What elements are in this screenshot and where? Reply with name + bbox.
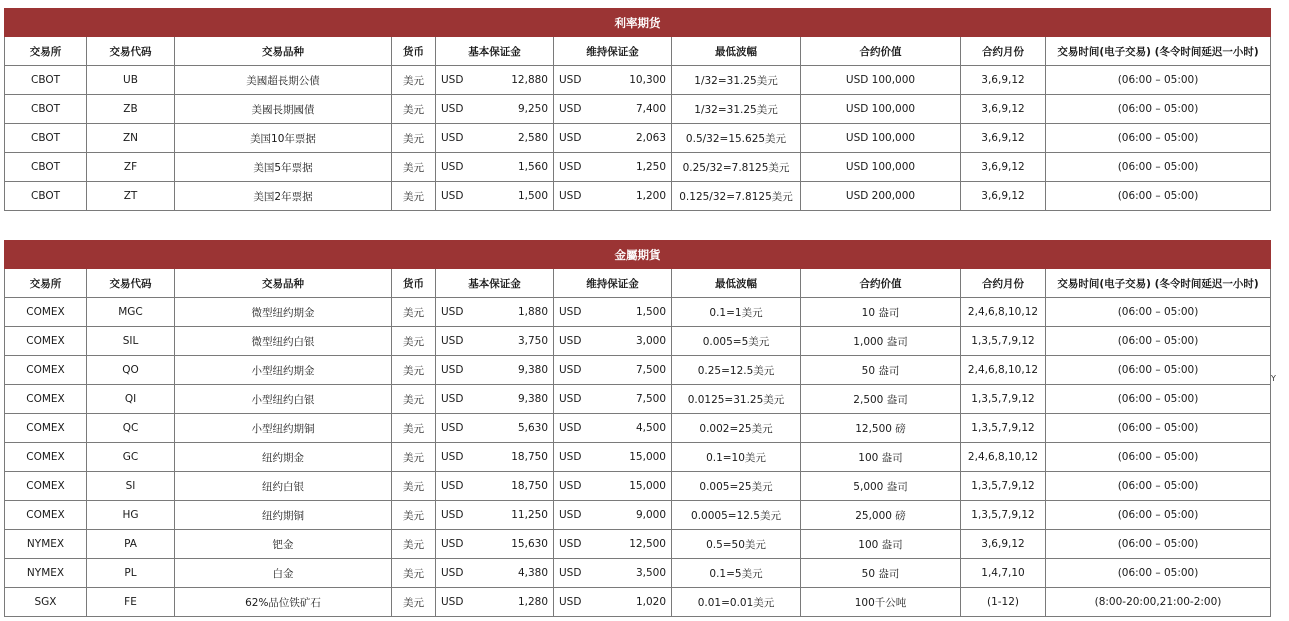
cell-tick: 0.1=5美元 xyxy=(672,559,801,588)
table-row xyxy=(5,124,1271,153)
cell-product: 美國超長期公債 xyxy=(175,66,392,95)
cell-maint-margin-currency: USD xyxy=(559,509,582,521)
cell-months: 2,4,6,8,10,12 xyxy=(961,443,1046,472)
header-code: 交易代码 xyxy=(87,37,175,66)
cell-maint-margin-currency: USD xyxy=(559,161,582,173)
cell-base-margin-currency: USD xyxy=(441,132,464,144)
cell-product: 小型纽约白银 xyxy=(175,385,392,414)
cell-base-margin xyxy=(436,414,554,443)
cell-months: 3,6,9,12 xyxy=(961,124,1046,153)
cell-tick: 1/32=31.25美元 xyxy=(672,66,801,95)
cell-hours: (06:00 – 05:00) xyxy=(1046,443,1271,472)
cell-base-margin xyxy=(436,66,554,95)
cell-months: 2,4,6,8,10,12 xyxy=(961,298,1046,327)
cell-hours: (06:00 – 05:00) xyxy=(1046,182,1271,211)
cell-code: GC xyxy=(87,443,175,472)
cell-exchange: COMEX xyxy=(5,501,87,530)
cell-tick: 0.0125=31.25美元 xyxy=(672,385,801,414)
cell-maint-margin-amount: 7,500 xyxy=(635,364,666,376)
header-hours: 交易时间(电子交易) (冬令时间延迟一小时) xyxy=(1046,37,1271,66)
cell-code: QO xyxy=(87,356,175,385)
header-tick: 最低波幅 xyxy=(672,37,801,66)
cell-base-margin-amount: 11,250 xyxy=(511,509,548,521)
cell-maint-margin-amount: 12,500 xyxy=(629,538,666,550)
header-product: 交易品种 xyxy=(175,269,392,298)
table-row xyxy=(5,66,1271,95)
cell-hours: (06:00 – 05:00) xyxy=(1046,559,1271,588)
cell-maint-margin xyxy=(554,414,672,443)
cell-base-margin xyxy=(436,298,554,327)
cell-maint-margin-amount: 1,250 xyxy=(635,161,666,173)
cell-maint-margin-currency: USD xyxy=(559,335,582,347)
cell-base-margin-amount: 15,630 xyxy=(511,538,548,550)
cell-months: 1,3,5,7,9,12 xyxy=(961,385,1046,414)
cell-tick: 0.002=25美元 xyxy=(672,414,801,443)
cell-maint-margin-currency: USD xyxy=(559,393,582,405)
cell-exchange: CBOT xyxy=(5,153,87,182)
cell-base-margin-amount: 3,750 xyxy=(517,335,548,347)
header-exchange: 交易所 xyxy=(5,37,87,66)
cell-hours: (06:00 – 05:00) xyxy=(1046,530,1271,559)
cell-base-margin-amount: 4,380 xyxy=(517,567,548,579)
cell-months: 1,3,5,7,9,12 xyxy=(961,472,1046,501)
header-tick: 最低波幅 xyxy=(672,269,801,298)
cell-hours: (06:00 – 05:00) xyxy=(1046,66,1271,95)
cell-code: MGC xyxy=(87,298,175,327)
cell-contract-value: 100 盎司 xyxy=(801,443,961,472)
cell-months: 1,3,5,7,9,12 xyxy=(961,414,1046,443)
cell-tick: 1/32=31.25美元 xyxy=(672,95,801,124)
cell-product: 小型纽约期铜 xyxy=(175,414,392,443)
header-maint-margin: 维持保证金 xyxy=(554,269,672,298)
cell-maint-margin xyxy=(554,385,672,414)
cell-currency: 美元 xyxy=(392,356,436,385)
cell-maint-margin xyxy=(554,530,672,559)
cell-currency: 美元 xyxy=(392,124,436,153)
cell-exchange: SGX xyxy=(5,588,87,617)
cell-base-margin-currency: USD xyxy=(441,538,464,550)
cell-base-margin-amount: 1,280 xyxy=(517,596,548,608)
cell-product: 微型纽约期金 xyxy=(175,298,392,327)
cell-base-margin-amount: 5,630 xyxy=(517,422,548,434)
cell-product: 微型纽约白银 xyxy=(175,327,392,356)
cell-tick: 0.125/32=7.8125美元 xyxy=(672,182,801,211)
cell-exchange: COMEX xyxy=(5,327,87,356)
cell-maint-margin-currency: USD xyxy=(559,306,582,318)
header-contract-value: 合约价值 xyxy=(801,269,961,298)
cell-maint-margin xyxy=(554,327,672,356)
table-row xyxy=(5,588,1271,617)
cell-contract-value: USD 100,000 xyxy=(801,95,961,124)
cell-contract-value: 50 盎司 xyxy=(801,559,961,588)
cell-currency: 美元 xyxy=(392,414,436,443)
cell-currency: 美元 xyxy=(392,298,436,327)
cell-exchange: CBOT xyxy=(5,124,87,153)
cell-contract-value: 100千公吨 xyxy=(801,588,961,617)
cell-base-margin xyxy=(436,327,554,356)
cell-product: 纽约期铜 xyxy=(175,501,392,530)
cell-hours: (06:00 – 05:00) xyxy=(1046,298,1271,327)
table-row xyxy=(5,472,1271,501)
cell-code: SIL xyxy=(87,327,175,356)
cell-product: 62%品位铁矿石 xyxy=(175,588,392,617)
cell-maint-margin xyxy=(554,124,672,153)
cell-base-margin-currency: USD xyxy=(441,74,464,86)
cell-maint-margin-currency: USD xyxy=(559,190,582,202)
cell-base-margin-currency: USD xyxy=(441,393,464,405)
cell-base-margin-amount: 9,380 xyxy=(517,364,548,376)
cell-maint-margin-currency: USD xyxy=(559,74,582,86)
cell-base-margin xyxy=(436,501,554,530)
cell-tick: 0.005=25美元 xyxy=(672,472,801,501)
table-row xyxy=(5,385,1271,414)
cell-product: 钯金 xyxy=(175,530,392,559)
cell-months: 3,6,9,12 xyxy=(961,95,1046,124)
cell-hours: (06:00 – 05:00) xyxy=(1046,356,1271,385)
cell-contract-value: 1,000 盎司 xyxy=(801,327,961,356)
cell-currency: 美元 xyxy=(392,559,436,588)
cell-months: 1,3,5,7,9,12 xyxy=(961,501,1046,530)
cell-contract-value: 50 盎司 xyxy=(801,356,961,385)
cell-product: 美国5年票据 xyxy=(175,153,392,182)
cell-exchange: COMEX xyxy=(5,472,87,501)
cell-product: 美國長期國債 xyxy=(175,95,392,124)
cell-base-margin-amount: 1,500 xyxy=(517,190,548,202)
cell-base-margin xyxy=(436,472,554,501)
table-row xyxy=(5,559,1271,588)
cell-base-margin xyxy=(436,124,554,153)
cell-currency: 美元 xyxy=(392,95,436,124)
cell-code: ZF xyxy=(87,153,175,182)
cell-maint-margin xyxy=(554,443,672,472)
table-row xyxy=(5,501,1271,530)
cell-code: QI xyxy=(87,385,175,414)
header-currency: 货币 xyxy=(392,269,436,298)
cell-base-margin xyxy=(436,530,554,559)
cell-base-margin xyxy=(436,385,554,414)
cell-maint-margin xyxy=(554,298,672,327)
cell-contract-value: USD 200,000 xyxy=(801,182,961,211)
cell-contract-value: 5,000 盎司 xyxy=(801,472,961,501)
cell-months: 3,6,9,12 xyxy=(961,530,1046,559)
cell-product: 纽约期金 xyxy=(175,443,392,472)
cell-hours: (06:00 – 05:00) xyxy=(1046,472,1271,501)
cell-exchange: NYMEX xyxy=(5,530,87,559)
cell-product: 小型纽约期金 xyxy=(175,356,392,385)
cell-maint-margin-amount: 3,000 xyxy=(635,335,666,347)
cell-base-margin-amount: 1,880 xyxy=(517,306,548,318)
cell-tick: 0.01=0.01美元 xyxy=(672,588,801,617)
cell-maint-margin-amount: 7,500 xyxy=(635,393,666,405)
cell-exchange: CBOT xyxy=(5,66,87,95)
cell-contract-value: 100 盎司 xyxy=(801,530,961,559)
cell-maint-margin-currency: USD xyxy=(559,538,582,550)
cell-base-margin-currency: USD xyxy=(441,161,464,173)
cell-base-margin-amount: 2,580 xyxy=(517,132,548,144)
cell-maint-margin xyxy=(554,182,672,211)
stray-mark: Y xyxy=(1271,374,1276,383)
cell-maint-margin-amount: 1,200 xyxy=(635,190,666,202)
cell-base-margin-currency: USD xyxy=(441,364,464,376)
cell-code: FE xyxy=(87,588,175,617)
cell-tick: 0.5=50美元 xyxy=(672,530,801,559)
header-base-margin: 基本保证金 xyxy=(436,269,554,298)
cell-currency: 美元 xyxy=(392,443,436,472)
cell-maint-margin-amount: 3,500 xyxy=(635,567,666,579)
cell-exchange: COMEX xyxy=(5,298,87,327)
cell-maint-margin-currency: USD xyxy=(559,451,582,463)
cell-hours: (06:00 – 05:00) xyxy=(1046,153,1271,182)
cell-tick: 0.5/32=15.625美元 xyxy=(672,124,801,153)
table-row xyxy=(5,153,1271,182)
cell-maint-margin-amount: 4,500 xyxy=(635,422,666,434)
header-contract-value: 合约价值 xyxy=(801,37,961,66)
cell-base-margin-currency: USD xyxy=(441,509,464,521)
interest-table-title: 利率期货 xyxy=(5,9,1271,37)
cell-base-margin xyxy=(436,153,554,182)
cell-base-margin-amount: 12,880 xyxy=(511,74,548,86)
cell-maint-margin-amount: 10,300 xyxy=(629,74,666,86)
cell-product: 美国2年票据 xyxy=(175,182,392,211)
cell-base-margin-currency: USD xyxy=(441,596,464,608)
cell-maint-margin-amount: 2,063 xyxy=(635,132,666,144)
cell-maint-margin-amount: 1,020 xyxy=(635,596,666,608)
table-row xyxy=(5,182,1271,211)
cell-currency: 美元 xyxy=(392,588,436,617)
cell-base-margin xyxy=(436,182,554,211)
cell-exchange: COMEX xyxy=(5,414,87,443)
cell-tick: 0.25/32=7.8125美元 xyxy=(672,153,801,182)
cell-maint-margin-amount: 15,000 xyxy=(629,480,666,492)
cell-hours: (06:00 – 05:00) xyxy=(1046,95,1271,124)
cell-base-margin xyxy=(436,356,554,385)
cell-code: UB xyxy=(87,66,175,95)
cell-exchange: CBOT xyxy=(5,182,87,211)
cell-maint-margin xyxy=(554,472,672,501)
cell-exchange: CBOT xyxy=(5,95,87,124)
cell-tick: 0.1=1美元 xyxy=(672,298,801,327)
table-title-row xyxy=(5,241,1271,269)
cell-code: PA xyxy=(87,530,175,559)
cell-contract-value: USD 100,000 xyxy=(801,153,961,182)
cell-hours: (06:00 – 05:00) xyxy=(1046,385,1271,414)
cell-maint-margin xyxy=(554,588,672,617)
cell-base-margin-currency: USD xyxy=(441,451,464,463)
cell-exchange: NYMEX xyxy=(5,559,87,588)
cell-maint-margin xyxy=(554,66,672,95)
cell-code: ZB xyxy=(87,95,175,124)
header-hours: 交易时间(电子交易) (冬令时间延迟一小时) xyxy=(1046,269,1271,298)
cell-base-margin-currency: USD xyxy=(441,567,464,579)
cell-contract-value: 2,500 盎司 xyxy=(801,385,961,414)
cell-months: 3,6,9,12 xyxy=(961,153,1046,182)
cell-base-margin-currency: USD xyxy=(441,190,464,202)
cell-maint-margin-currency: USD xyxy=(559,596,582,608)
header-base-margin: 基本保证金 xyxy=(436,37,554,66)
cell-base-margin-currency: USD xyxy=(441,335,464,347)
cell-maint-margin xyxy=(554,95,672,124)
cell-months: (1-12) xyxy=(961,588,1046,617)
cell-currency: 美元 xyxy=(392,472,436,501)
cell-hours: (06:00 – 05:00) xyxy=(1046,327,1271,356)
header-row xyxy=(5,37,1271,66)
cell-product: 纽约白银 xyxy=(175,472,392,501)
metals-table-title: 金屬期貨 xyxy=(5,241,1271,269)
cell-maint-margin xyxy=(554,501,672,530)
cell-tick: 0.0005=12.5美元 xyxy=(672,501,801,530)
cell-base-margin-currency: USD xyxy=(441,422,464,434)
header-code: 交易代码 xyxy=(87,269,175,298)
cell-contract-value: 12,500 磅 xyxy=(801,414,961,443)
header-product: 交易品种 xyxy=(175,37,392,66)
cell-currency: 美元 xyxy=(392,530,436,559)
cell-base-margin xyxy=(436,559,554,588)
cell-tick: 0.1=10美元 xyxy=(672,443,801,472)
cell-maint-margin-amount: 15,000 xyxy=(629,451,666,463)
cell-maint-margin xyxy=(554,559,672,588)
table-row xyxy=(5,443,1271,472)
cell-code: QC xyxy=(87,414,175,443)
cell-code: ZT xyxy=(87,182,175,211)
header-maint-margin: 维持保证金 xyxy=(554,37,672,66)
cell-code: PL xyxy=(87,559,175,588)
cell-code: SI xyxy=(87,472,175,501)
cell-code: HG xyxy=(87,501,175,530)
cell-hours: (06:00 – 05:00) xyxy=(1046,414,1271,443)
cell-base-margin-currency: USD xyxy=(441,103,464,115)
cell-contract-value: USD 100,000 xyxy=(801,124,961,153)
cell-months: 1,4,7,10 xyxy=(961,559,1046,588)
cell-maint-margin xyxy=(554,356,672,385)
cell-exchange: COMEX xyxy=(5,356,87,385)
cell-product: 美国10年票据 xyxy=(175,124,392,153)
cell-base-margin xyxy=(436,95,554,124)
cell-hours: (06:00 – 05:00) xyxy=(1046,124,1271,153)
cell-base-margin-currency: USD xyxy=(441,480,464,492)
cell-base-margin-amount: 18,750 xyxy=(511,451,548,463)
header-months: 合约月份 xyxy=(961,37,1046,66)
cell-maint-margin-amount: 1,500 xyxy=(635,306,666,318)
cell-maint-margin-currency: USD xyxy=(559,364,582,376)
cell-currency: 美元 xyxy=(392,327,436,356)
cell-base-margin-amount: 9,250 xyxy=(517,103,548,115)
cell-contract-value: USD 100,000 xyxy=(801,66,961,95)
cell-maint-margin-currency: USD xyxy=(559,480,582,492)
table-row xyxy=(5,298,1271,327)
header-months: 合约月份 xyxy=(961,269,1046,298)
cell-currency: 美元 xyxy=(392,66,436,95)
header-currency: 货币 xyxy=(392,37,436,66)
cell-tick: 0.005=5美元 xyxy=(672,327,801,356)
cell-product: 白金 xyxy=(175,559,392,588)
table-row xyxy=(5,356,1271,385)
header-row xyxy=(5,269,1271,298)
cell-maint-margin-currency: USD xyxy=(559,132,582,144)
cell-months: 2,4,6,8,10,12 xyxy=(961,356,1046,385)
cell-base-margin-amount: 18,750 xyxy=(511,480,548,492)
cell-currency: 美元 xyxy=(392,153,436,182)
table-title-row xyxy=(5,9,1271,37)
cell-maint-margin-currency: USD xyxy=(559,422,582,434)
cell-months: 3,6,9,12 xyxy=(961,182,1046,211)
cell-maint-margin-amount: 7,400 xyxy=(635,103,666,115)
cell-base-margin-amount: 9,380 xyxy=(517,393,548,405)
cell-currency: 美元 xyxy=(392,182,436,211)
cell-months: 1,3,5,7,9,12 xyxy=(961,327,1046,356)
cell-exchange: COMEX xyxy=(5,443,87,472)
cell-base-margin-amount: 1,560 xyxy=(517,161,548,173)
table-row xyxy=(5,327,1271,356)
table-row xyxy=(5,414,1271,443)
cell-maint-margin-currency: USD xyxy=(559,567,582,579)
cell-months: 3,6,9,12 xyxy=(961,66,1046,95)
cell-maint-margin-currency: USD xyxy=(559,103,582,115)
header-exchange: 交易所 xyxy=(5,269,87,298)
cell-hours: (06:00 – 05:00) xyxy=(1046,501,1271,530)
cell-base-margin xyxy=(436,588,554,617)
cell-tick: 0.25=12.5美元 xyxy=(672,356,801,385)
cell-code: ZN xyxy=(87,124,175,153)
cell-currency: 美元 xyxy=(392,385,436,414)
cell-hours: (8:00-20:00,21:00-2:00) xyxy=(1046,588,1271,617)
cell-base-margin xyxy=(436,443,554,472)
interest-rate-futures-table xyxy=(4,8,1271,211)
cell-maint-margin xyxy=(554,153,672,182)
cell-contract-value: 25,000 磅 xyxy=(801,501,961,530)
metals-futures-table xyxy=(4,240,1271,617)
cell-exchange: COMEX xyxy=(5,385,87,414)
table-row xyxy=(5,95,1271,124)
table-row xyxy=(5,530,1271,559)
cell-maint-margin-amount: 9,000 xyxy=(635,509,666,521)
cell-contract-value: 10 盎司 xyxy=(801,298,961,327)
cell-base-margin-currency: USD xyxy=(441,306,464,318)
cell-currency: 美元 xyxy=(392,501,436,530)
